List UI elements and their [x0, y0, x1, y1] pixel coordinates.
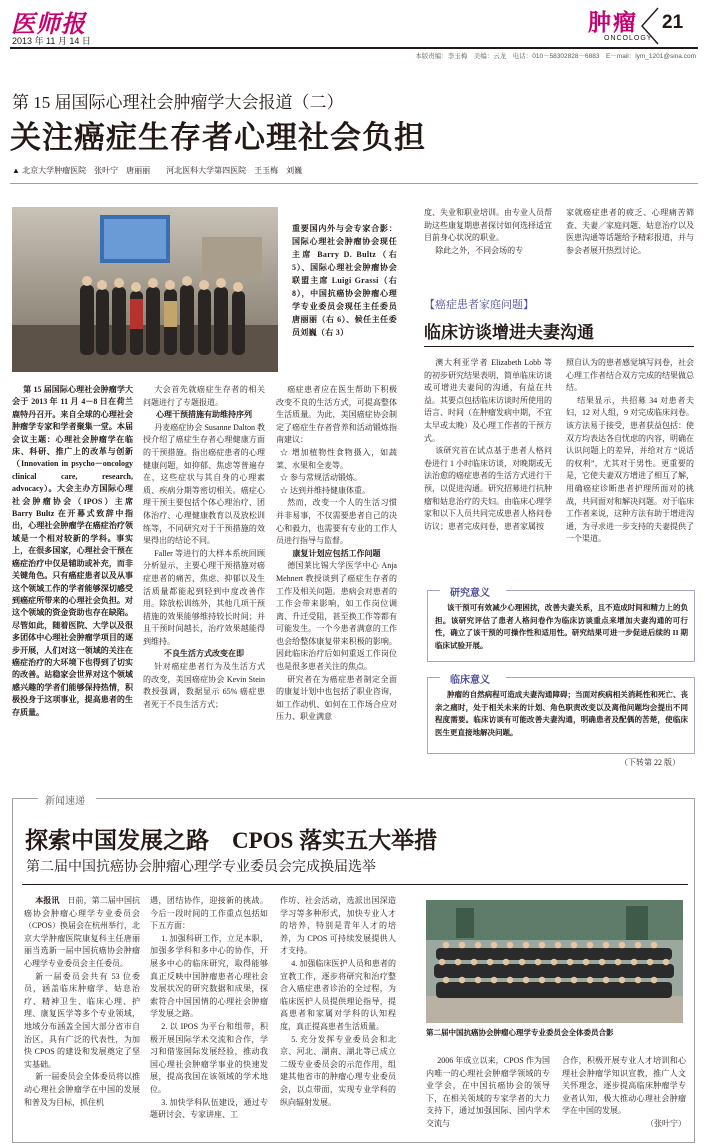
paragraph: 针对癌症患者行为及生活方式的改变，美国癌症协会 Kevin Stein 教授强调，数据显示 65% 癌症患者死于不良生活方式； — [143, 662, 265, 709]
paragraph: 2. 以 IPOS 为平台和组带，积极开展国际学术交流和合作，学习和借鉴国际发展经验，推动我国心理社会肿瘤学事业的快速发展，提高我国在该领域的学术地位。 — [150, 1021, 268, 1094]
paragraph: 5. 充分发挥专业委员会和北京、河北、湖南、湖北等已成立二级专业委员会的示范作用，组建其他省市的肿瘤心理专业委员会，以点带面，实现专业学科的纵向辐射发展。 — [280, 1034, 396, 1107]
committee-group-photo — [426, 900, 683, 1023]
clinical-significance-text: 肿瘤的自然病程可造成夫妻沟通障碍；当面对疾病相关消耗性和死亡、丧亲之痛时，处于相关未来的计划、角色职责改变以及离他问题均会提出不同程度需要。临床访谈有可能改善夫妻沟通，明确患者及配偶的苦楚，使临床医生更直接地解决问题。 — [435, 690, 688, 737]
paragraph: 该研究首在试点基于患者人格问卷进行 1 小时临床访谈，对晚期或无法治愈的癌症患者的生活方式进行干预，以促进沟通。研究招募进行抗肿瘤和姑息治疗的夫妇。由临床心理学家和以下人员共同完成患者人格问卷访议；患者完成问卷，患者家属按 — [424, 446, 552, 531]
paragraph: 作坊、社会活动，选派出国深造学习等多种形式，加快专业人才的培养，特别是青年人才的培养，为 CPOS 可持续发展提供人才支持。 — [280, 896, 396, 956]
author-signature: （张叶宁） — [646, 1118, 686, 1128]
continued-notice: （下转第 22 版） — [620, 758, 680, 767]
subheading: 心理干预措施有助维持序列 — [156, 410, 252, 420]
paragraph: 结果显示，共招募 34 对患者夫妇，12 对人组，9 对完成临床问卷。该方法易于接受，患者获益包括：使双方均表达各自忧虑的内容，明确在认识问题上的差异，并给对方 “说话的权利”，尤其对于男性。更重要的是，它使夫妻双方增进了相互了解，用确癌症诊断患者护理所面对的挑战，共同面对和解决问题。对于临床工作者来说，这种方法有助于增进沟通，为寻求进一步支持的夫妻提供了一个渠道。 — [566, 395, 694, 544]
subarticle-section-title: 【癌症患者家庭问题】 — [424, 299, 534, 311]
paragraph: 丹麦癌症协会 Susanne Dalton 教授介绍了癌症生存者心理健康方面的干预措施。指出癌症患者的心理健康问题，如抑郁、焦虑等普遍存在，这些症状与其自身的心理素质、疾病分期等密切相关。癌症心理干预主要包括个体心理治疗、团体治疗、心理健康教育以及放松训练等，不同研究对于干预措施的效果得出的结论不同。 — [143, 422, 265, 546]
issue-date: 2013 年 11 月 14 日 — [12, 36, 91, 46]
article-headline: 关注癌症生存者心理社会负担 — [10, 120, 426, 155]
news-subhead: 第二届中国抗癌协会肿瘤心理学专业委员会完成换届选举 — [26, 860, 376, 875]
chevron-left-icon — [638, 6, 660, 46]
paragraph: 研究者在为癌症患者制定全面的康复计划中也包括了职业咨询，如工作动机、如何在工作场合应对压力、职业满意 — [276, 674, 397, 722]
news-column-5 — [562, 1055, 686, 1131]
news-headline: 探索中国发展之路 CPOS 落实五大举措 — [25, 828, 438, 853]
article-byline: ▲ 北京大学肿瘤医院 张叶宁 唐丽丽 河北医科大学第四医院 王玉梅 刘巍 — [12, 166, 303, 175]
paragraph: 癌症患者应在医生帮助下积极改变不良的生活方式，可提高整体生活质量。为此，美国癌症协会制定了癌症生存者营养和活动锻炼指南建议： — [276, 385, 397, 445]
bullet-item: ☆ 达到并维持健康体重。 — [280, 485, 370, 495]
news-flash-tag: 新闻速递 — [45, 796, 85, 807]
news-column-2 — [150, 895, 268, 1122]
paragraph: 家就癌症患者的疲乏、心理痛苦筛查、夫妻／家庭问题、姑息治疗以及医患沟通等话题给予精彩报道，并与参会者展开热烈讨论。 — [566, 208, 694, 255]
paragraph: 大会首先就癌症生存者的相关问题进行了专题报道。 — [143, 385, 265, 407]
research-significance-title: 研究意义 — [450, 588, 490, 599]
article-column-4 — [424, 207, 552, 257]
article-intro-column — [12, 384, 133, 719]
news-column-3 — [280, 895, 396, 1109]
conference-photo — [12, 207, 278, 372]
group-photo-caption: 第二届中国抗癌协会肿瘤心理学专业委员会全体委员合影 — [426, 1028, 614, 1037]
paragraph: 度、失业和职业培训。由专业人员帮助这些康复期患者探讨如何选择适宜目前身心状况的职业。 — [424, 208, 552, 243]
clinical-significance-title: 临床意义 — [450, 675, 490, 686]
subheading: 康复计划应包括工作问题 — [292, 548, 381, 558]
news-column-1 — [24, 895, 140, 1109]
paragraph: 新一届委员会全体委员将以推动心理社会肿瘤学在中国的发展和普及为目标，抓住机 — [24, 1072, 140, 1107]
paragraph: 遇，团结协作，迎接新的挑战。今后一段时间的工作重点包括如下五方面： — [150, 896, 268, 931]
news-column-4 — [426, 1055, 550, 1131]
page-number: 21 — [662, 12, 684, 33]
paragraph: 2006 年成立以来，CPOS 作为国内唯一的心理社会肿瘤学领域的专业学会，在中国抗癌协会的领导下，在相关领域的专家学者的大力支持下，通过加强国际、国内学术交流与 — [426, 1056, 550, 1128]
paragraph: 4. 加强临床医护人员和患者的宣教工作，逐步将研究和治疗整合入癌症患者诊治的全过程，为临床医护人员提供理论指导，提高患者和家属对学科的认知程度，真正提高患者生活质量。 — [280, 958, 396, 1031]
photo-caption: 重要国内外与会专家合影：国际心理社会肿瘤协会现任主席 Barry D. Bultz（右 5）、国际心理社会肿瘤协会联盟主席 Luigi Grassi（右 8），中国抗癌协会肿瘤心理学专业委员会现任主任委员唐丽丽（右 6）、候任主任委员刘巍（右 3） — [292, 224, 397, 337]
section-title: 肿瘤 — [588, 10, 638, 35]
paper-logo: 医师报 — [11, 12, 86, 38]
subarticle-rule — [424, 346, 694, 347]
paragraph: 除此之外，不同会场的专 — [435, 245, 524, 255]
lead-in: 本报讯 — [35, 896, 60, 905]
intro-paragraph: 第 15 届国际心理社会肿瘤学大会于 2013 年 11 月 4－8 日在荷兰鹿特丹召开。来自全球的心理社会肿瘤学专家和学者聚集一堂。本届会议主题：心理社会肿瘤学在临床、科研、推广上的改革与创新（Innovation in psycho－oncology clinical care, research, advocacy）。大会主办方国际心理社会肿瘤协会（IPOS）主席 Barry Bultz 在开幕式致辞中指出，心理社会肿瘤学在癌症治疗领域是一个相对较新的学科。事实上，在很多国家，心理社会干预在癌症治疗中仅是辅助或补充，而非关键角色。只有癌症患者以及从事这个领域工作的学者能够深切感受到癌症所带来的心理社会负担。对这个领域的资金资助也存在缺陷。尽管如此，随着医院、大学以及很多团体中心理社会肿瘤学项目的逐步开展，人们对这一领域的关注在癌症治疗的大环境下也得到了切实的改善。站稳家会世界对这个领域感兴趣的学者们能够保持热情，积极投身于这项事业，提高患者的生存质量。 — [12, 385, 133, 717]
article-kicker: 第 15 届国际心理社会肿瘤学大会报道（二） — [12, 93, 344, 112]
bullet-item: ☆ 参与常规活动锻炼。 — [280, 473, 362, 483]
lead-text: 日前，第二届中国抗癌协会肿瘤心理学专业委员会（CPOS）换届会在杭州举行，北京大学肿瘤医院康复科主任唐丽丽当选新一届中国抗癌协会肿瘤心理学专业委员会主任委员。 — [24, 896, 141, 968]
research-significance-text: 该干预可有效减少心理困扰，改善夫妻关系，且不造成时间和精力上的负担。该研究评估了患者人格问卷作为临床访谈重点来增加夫妻沟通的可行性，确立了该干预的可操作性和适用性。研究结果可进一步促进后续的 II 期临床试验开展。 — [435, 603, 688, 650]
paragraph: 德国莱比锡大学医学中心 Anja Mehnert 教授谈到了癌症生存者的工作及相关问题。患病会对患者的工作会带来影响，如工作岗位调离、升迁受阻，甚至换工作等都有可能发生。一个今患者满意的工作也会给整体康复带来积极的影响。因此临床治疗后如何重返工作岗位也是很多患者关注的焦点。 — [276, 561, 397, 672]
paragraph — [24, 895, 140, 971]
paragraph: 照自认为的患者感觉填写问卷，社会心理工作者结合双方完成的结果做总结。 — [566, 358, 694, 393]
paragraph: 1. 加强科研工作，立足本职，加强多学科和多中心的协作，开展多中心的临床研究，取得能够真正反映中国肿瘤患者心理社会发展状况的研究数据和成果，探索符合中国国情的心理社会肿瘤学发展之路。 — [150, 933, 268, 1019]
paragraph: Faller 等进行的大样本系统回顾分析显示，主要心理干预措施对癌症患者的痛苦、焦虑、抑郁以及生活质量都能起到轻到中度改善作用。除放松训练外，其他几项干预措施的效果能够维持较长时间；并且干预时间越长，治疗效果越能得到维持。 — [143, 548, 265, 646]
subheading: 不良生活方式改变在即 — [164, 649, 244, 659]
paragraph: 澳大利亚学者 Elizabeth Lobb 等的初步研究结果表明，简单临床访谈或可增进夫妻间的沟通，有益在共益。其要点包括临床访谈时所使用的语言、时间（在肿瘤发病中期，不宜太早或太晚）及心理工作者的干预方式。 — [424, 358, 552, 443]
subarticle-headline: 临床访谈增进夫妻沟通 — [424, 323, 594, 342]
header-rule — [10, 47, 698, 49]
editor-credits: 本版责编：李玉梅 美编：云龙 电话：010－58302828－6883 E－mail：lym_1201@sina.com — [415, 53, 696, 60]
article-column-2 — [143, 384, 265, 711]
paragraph: 合作，积极开展专业人才培训和心理社会肿瘤学知识宣教，推广人文关怀理念，逐步提高临床肿瘤学专业者认知，极大推动心理社会肿瘤学在中国的发展。 — [562, 1056, 686, 1116]
paragraph: 然而，改变一个人的生活习惯并非易事，不仅需要患者自己的决心和毅力，也需要有专业的工作人员进行指导与监督。 — [276, 498, 397, 546]
subarticle-column-right — [566, 357, 694, 546]
paragraph: 新一届委员会共有 53 位委员，涵盖临床肿瘤学、姑息治疗、精神卫生、临床心理、护理、康复医学等多个专业领域，地域分布涵盖全国大部分省市自治区，具有广泛的代表性，为加快 CPOS 的建设和发展奠定了坚实基础。 — [24, 971, 140, 1069]
bullet-item: ☆ 增加植物性食物摄入，如蔬菜、水果和全麦等。 — [276, 447, 397, 470]
article-column-5 — [566, 207, 694, 257]
section-subtitle: ONCOLOGY — [604, 35, 653, 42]
news-rule — [22, 884, 688, 885]
paragraph: 3. 加快学科队伍建设，通过专题研讨会、专家讲座、工 — [150, 1097, 268, 1120]
subarticle-column-left — [424, 357, 552, 533]
article-column-3 — [276, 384, 397, 724]
byline-rule — [10, 183, 698, 184]
